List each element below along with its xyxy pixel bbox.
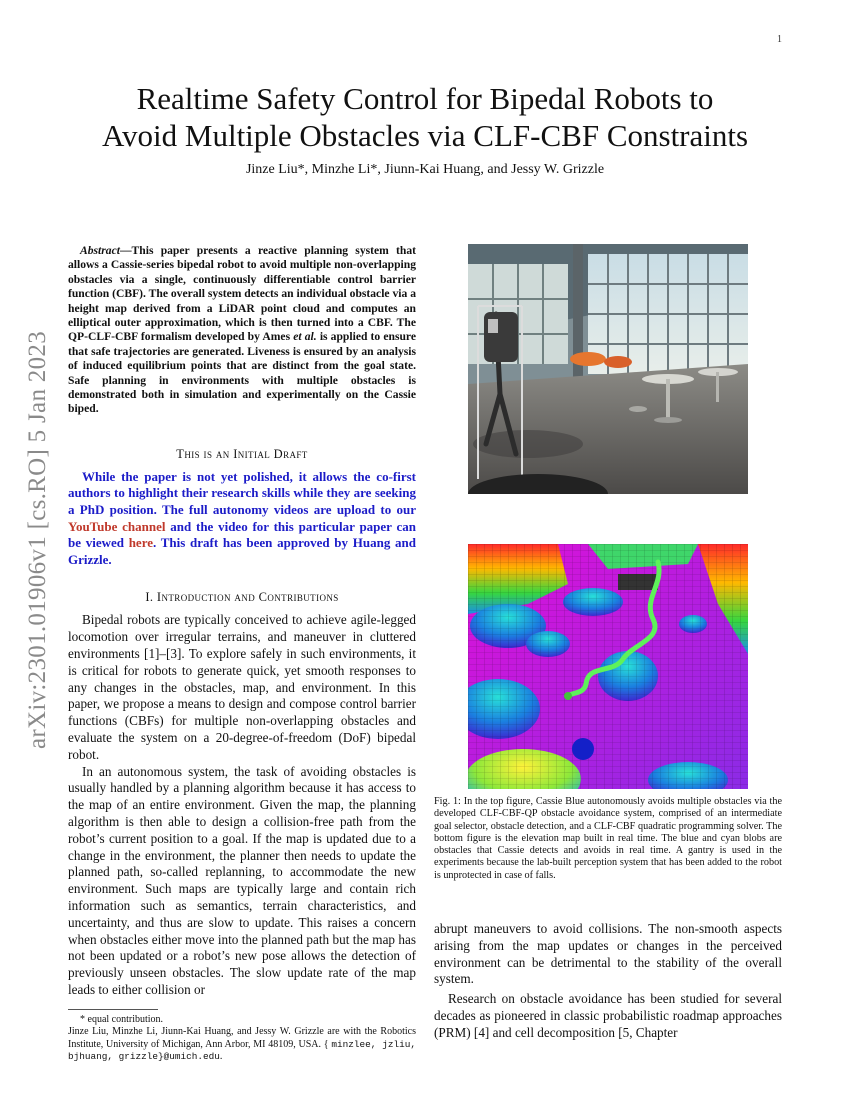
- video-here-link[interactable]: here: [128, 535, 154, 551]
- draft-note-part-1: While the paper is not yet polished, it allows the co-first authors to highlight their research skills while they are seeking a PhD position. The full autonomy videos are upload to our: [68, 468, 416, 518]
- draft-heading: This is an Initial Draft: [176, 446, 308, 461]
- intro-paragraph-2: In an autonomous system, the task of avoiding obstacles is usually handled by a planning algorithm because it has access to the map of an entire environment. Given the map, the planning algorithm is then able to design a collision-free path from the robot’s current position to a goal. If the map is updated due to a change in the environment, the planner then needs to update the planned path, so-called replanning, to accommodate the new environment. Such maps are typically large and contain rich information such as semantics, terrain characteristics, and uncertainty, and thus are slow to update. This raises a concern when obstacles either move into the planned path but the map has not been updated or a robot’s new pose allows the detection of previously unseen obstacles. The slow update rate of the map leads to either collision or: [68, 763, 416, 997]
- abstract: [68, 244, 416, 417]
- lab-photo-illustration: [468, 244, 748, 494]
- figure-photo-cassie-lab: [468, 244, 748, 494]
- figure-caption: Fig. 1: In the top figure, Cassie Blue autonomously avoids multiple obstacles via the developed CLF-CBF-QP obstacle avoidance system, comprised of an intermediate goal selector, obstacle detection, and a CLF-CBF quadratic programming solver. The bottom figure is the elevation map built in real time. The blue and cyan blobs are obstacles that Cassie detects and avoids in real time. A gantry is used in the experiments because the lab-built perception system that has been added to the robot is unprotected in case of falls.: [434, 796, 782, 881]
- youtube-channel-link[interactable]: YouTube channel: [68, 518, 166, 534]
- left-column: [68, 244, 416, 1063]
- arxiv-stamp-text: arXiv:2301.01906v1 [cs.RO] 5 Jan 2023: [24, 331, 51, 749]
- paper-title: [40, 80, 810, 154]
- draft-note: [68, 469, 416, 569]
- arxiv-stamp: [8, 300, 68, 780]
- footnote-equal-contribution: * equal contribution.: [80, 1013, 164, 1025]
- right-paragraph-1: abrupt maneuvers to avoid collisions. The non-smooth aspects arising from the map updates or changes in the perceived environment can be detrimental to the stability of the overall system.: [434, 921, 782, 987]
- abstract-ames-em: et al.: [293, 330, 317, 344]
- footnote-rule: [68, 1009, 158, 1010]
- draft-note-part-3: . This draft has been approved by Huang and Grizzle.: [68, 535, 416, 567]
- page-number: 1: [777, 34, 782, 45]
- footnote-end: .: [219, 1050, 223, 1062]
- author-list: Jinze Liu*, Minzhe Li*, Jiunn-Kai Huang, and Jessy W. Grizzle: [245, 162, 605, 177]
- title-line-2: Avoid Multiple Obstacles via CLF-CBF Constraints: [101, 118, 749, 153]
- right-column-text: [434, 921, 782, 1042]
- draft-note-part-2: and the video for this particular paper can be viewed: [68, 518, 416, 551]
- footnote-emails[interactable]: minzlee, jzliu, bjhuang, grizzle}@umich.edu: [68, 1038, 417, 1062]
- figure-elevation-map: [468, 544, 748, 789]
- right-paragraph-2: Research on obstacle avoidance has been studied for several decades as pioneered in classic probabilistic roadmap approaches (PRM) [4] and cell decomposition [5, Chapter: [434, 991, 782, 1040]
- section-heading-introduction: I. Introduction and Contributions: [145, 590, 339, 605]
- abstract-text-1: —This paper presents a reactive planning system that allows a Cassie-series bipedal robot to avoid multiple non-overlapping obstacles via a single, continuously differentiable control barrier function (CBF). The overall system detects an individual obstacle via a height map derived from a LiDAR point cloud and computes an elliptical outer approximation, which is then turned into a CBF. The QP-CLF-CBF formalism developed by Ames: [68, 244, 416, 344]
- footnote-affiliation-text: Jinze Liu, Minzhe Li, Jiunn-Kai Huang, and Jessy W. Grizzle are with the Robotics Institute, University of Michigan, Ann Arbor, MI 48109, USA. {: [68, 1026, 416, 1050]
- intro-paragraph-1: Bipedal robots are typically conceived to achieve agile-legged locomotion over irregular terrains, and maneuver in cluttered environments [1]–[3]. To explore safely in such environments, it is critical for robots to generate quick, yet smooth responses to any changes in the obstacles, map, and environment. In this paper, we propose a means to design and compose control barrier functions (CBFs) for multiple non-overlapping obstacles and evaluate the system on a 20-degree-of-freedom (DoF) bipedal robot.: [68, 612, 416, 762]
- title-line-1: Realtime Safety Control for Bipedal Robots to: [136, 81, 714, 116]
- elevation-map-illustration: [468, 544, 748, 789]
- footnote-affiliation: [68, 1026, 416, 1063]
- abstract-text-2: is applied to ensure that safe trajectories are generated. Liveness is ensured by an analysis of induced equilibrium points that are distinct from the goal state. Safe planning in environments with multiple obstacles is demonstrated both in simulation and experimentally on the Cassie biped.: [68, 330, 416, 416]
- abstract-label: Abstract: [80, 244, 120, 257]
